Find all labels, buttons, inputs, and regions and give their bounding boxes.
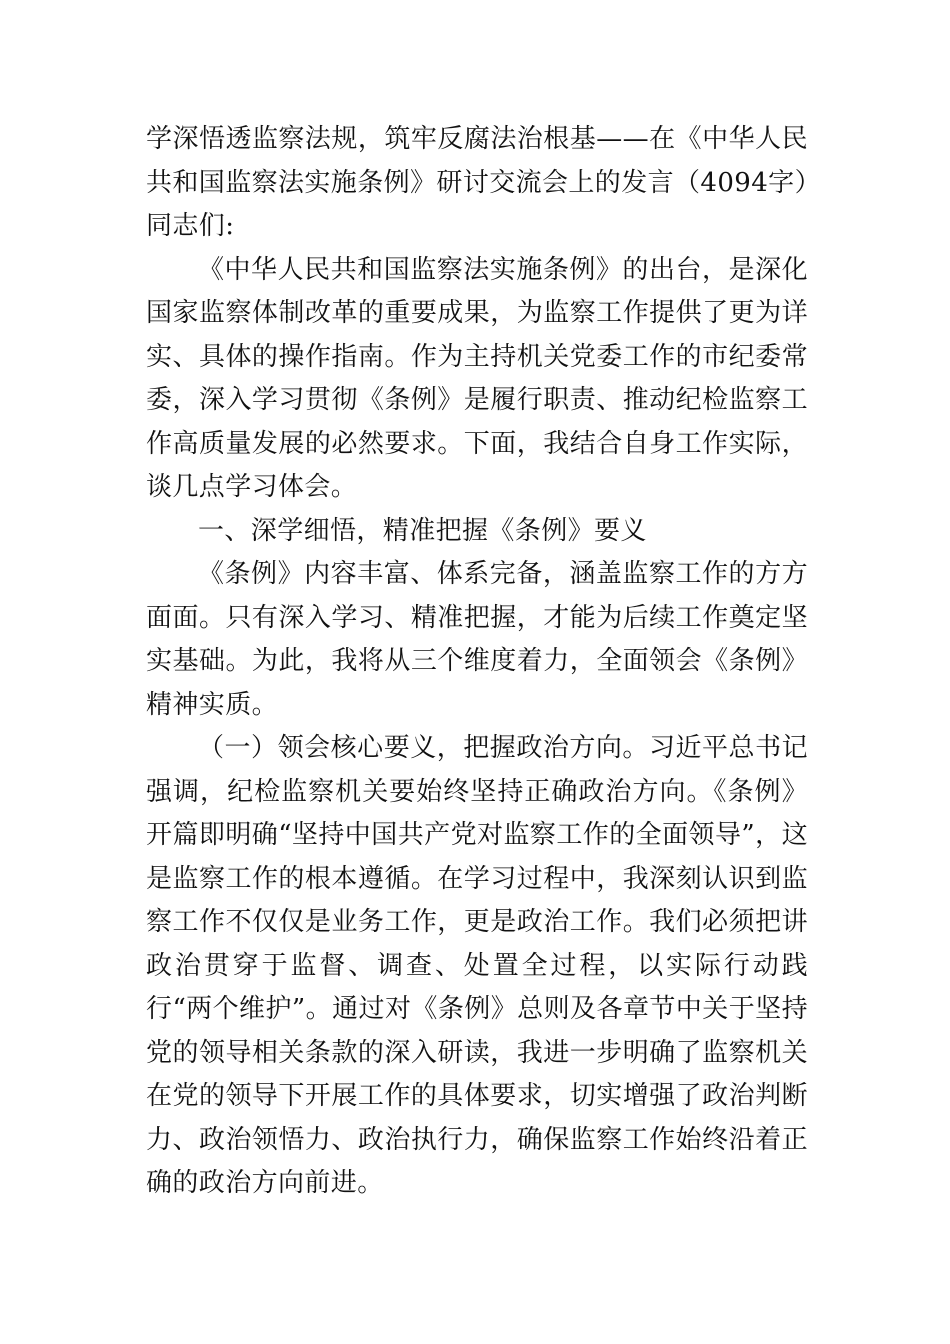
paragraph-subsection-1: （一）领会核心要义，把握政治方向。习近平总书记强调，纪检监察机关要始终坚持正确政治方向。《条例》开篇即明确“坚持中国共产党对监察工作的全面领导”，这是监察工作的根本遵循。在学习过程中，我深刻认识到监察工作不仅仅是业务工作，更是政治工作。我们必须把讲政治贯穿于监督、调查、处置全过程，以实际行动践行“两个维护”。通过对《条例》总则及各章节中关于坚持党的领导相关条款的深入研读，我进一步明确了监察机关在党的领导下开展工作的具体要求，切实增强了政治判断力、政治领悟力、政治执行力，确保监察工作始终沿着正确的政治方向前进。: [146, 733, 808, 1198]
paragraph-intro: 《中华人民共和国监察法实施条例》的出台，是深化国家监察体制改革的重要成果，为监察工作提供了更为详实、具体的操作指南。作为主持机关党委工作的市纪委常委，深入学习贯彻《条例》是履行职责、推动纪检监察工作高质量发展的必然要求。下面，我结合自身工作实际，谈几点学习体会。: [146, 254, 808, 502]
salutation: 同志们:: [146, 211, 235, 241]
paragraph-section-1-intro: 《条例》内容丰富、体系完备，涵盖监察工作的方方面面。只有深入学习、精准把握，才能为后续工作奠定坚实基础。为此，我将从三个维度着力，全面领会《条例》精神实质。: [146, 559, 808, 720]
document-title: 学深悟透监察法规，筑牢反腐法治根基——在《中华人民共和国监察法实施条例》研讨交流会上的发言（4094字）: [146, 124, 821, 198]
document-body: [146, 118, 821, 1206]
section-heading-1: 一、深学细悟，精准把握《条例》要义: [198, 515, 647, 546]
